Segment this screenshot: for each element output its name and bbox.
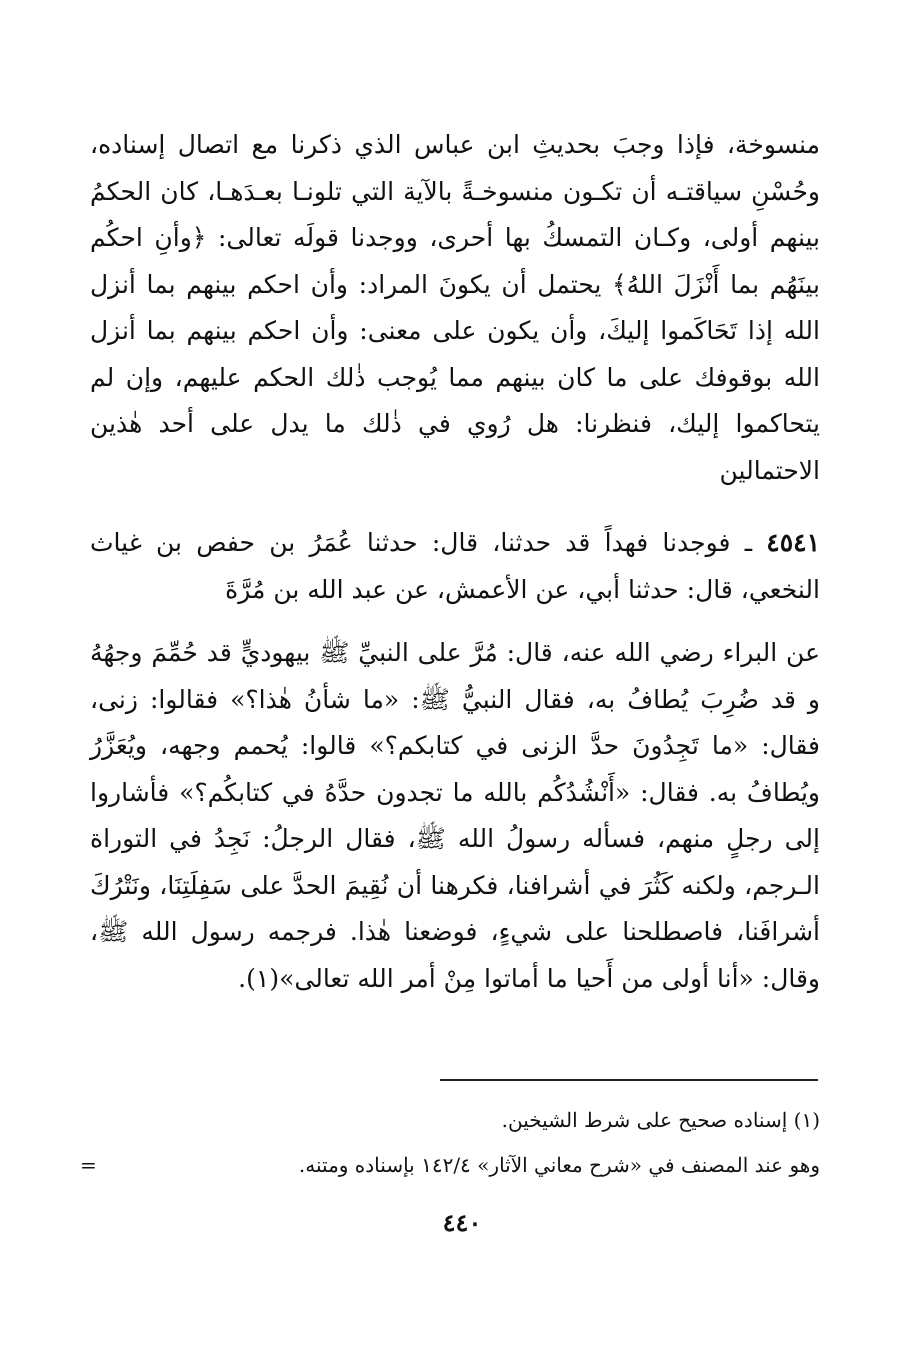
footnote-1: (١) إسناده صحيح على شرط الشيخين. [501,1108,820,1132]
footnote-divider [440,1079,818,1081]
hadith-paragraph [90,520,820,613]
footnote-2: وهو عند المصنف في «شرح معاني الآثار» ١٤٢/٤ بإسناده ومتنه. [298,1153,820,1177]
continuation-mark: = [80,1153,97,1177]
hadith-number: ٤٥٤١ [766,528,820,557]
body-paragraph-1: منسوخة، فإذا وجبَ بحديثِ ابن عباس الذي ذكرنا مع اتصال إسناده، وحُسْنِ سياقتـه أن تكـون منسوخـةً بالآية التي تلونـا بعـدَهـا، كان الحكمُ بينهم أولى، وكـان التمسكُ بها أحرى، ووجدنا قولَه تعالى: ﴿وأنِ احكُم بينَهُم بما أَنْزَلَ اللهُ﴾ يحتمل أن يكونَ المراد: وأن احكم بينهم بما أنزل الله إذا تَحَاكَموا إليكَ، وأن يكون على معنى: وأن احكم بينهم بما أنزل الله بوقوفك على ما كان بينهم مما يُوجب ذٰلك الحكم عليهم، وإن لم يتحاكموا إليك، فنظرنا: هل رُوي في ذٰلك ما يدل على أحد هٰذين الاحتمالين [90,130,820,485]
body-paragraph-3: عن البراء رضي الله عنه، قال: مُرَّ على النبيِّ ﷺ بيهوديٍّ قد حُمِّمَ وجهُهُ و قد ضُرِبَ يُطافُ به، فقال النبيُّ ﷺ: «ما شأنُ هٰذا؟» فقالوا: زنى، فقال: «ما تَجِدُونَ حدَّ الزنى في كتابكم؟» قالوا: يُحمم وجهه، ويُعَزَّرُ ويُطافُ به. فقال: «أَنْشُدُكُم بالله ما تجدون حدَّهُ في كتابكُم؟» فأشاروا إلى رجلٍ منهم، فسأله رسولُ الله ﷺ، فقال الرجلُ: نَجِدُ في التوراة الـرجم، ولكنه كَثُرَ في أشرافنا، فكرهنا أن نُقِيمَ الحدَّ على سَفِلَتِنَا، ونَتْرُكَ أشرافَنا، فاصطلحنا على شيءٍ، فوضعنا هٰذا. فرجمه رسول الله ﷺ، وقال: «أنا أولى من أَحيا ما أماتوا مِنْ أمر الله تعالى»(١). [90,638,820,993]
hadith-chain-text: ـ فوجدنا فهداً قد حدثنا، قال: حدثنا عُمَرُ بن حفص بن غياث النخعي، قال: حدثنا أبي، عن الأعمش، عن عبد الله بن مُرَّةَ [90,528,820,604]
page-number: ٤٤٠ [442,1208,482,1237]
